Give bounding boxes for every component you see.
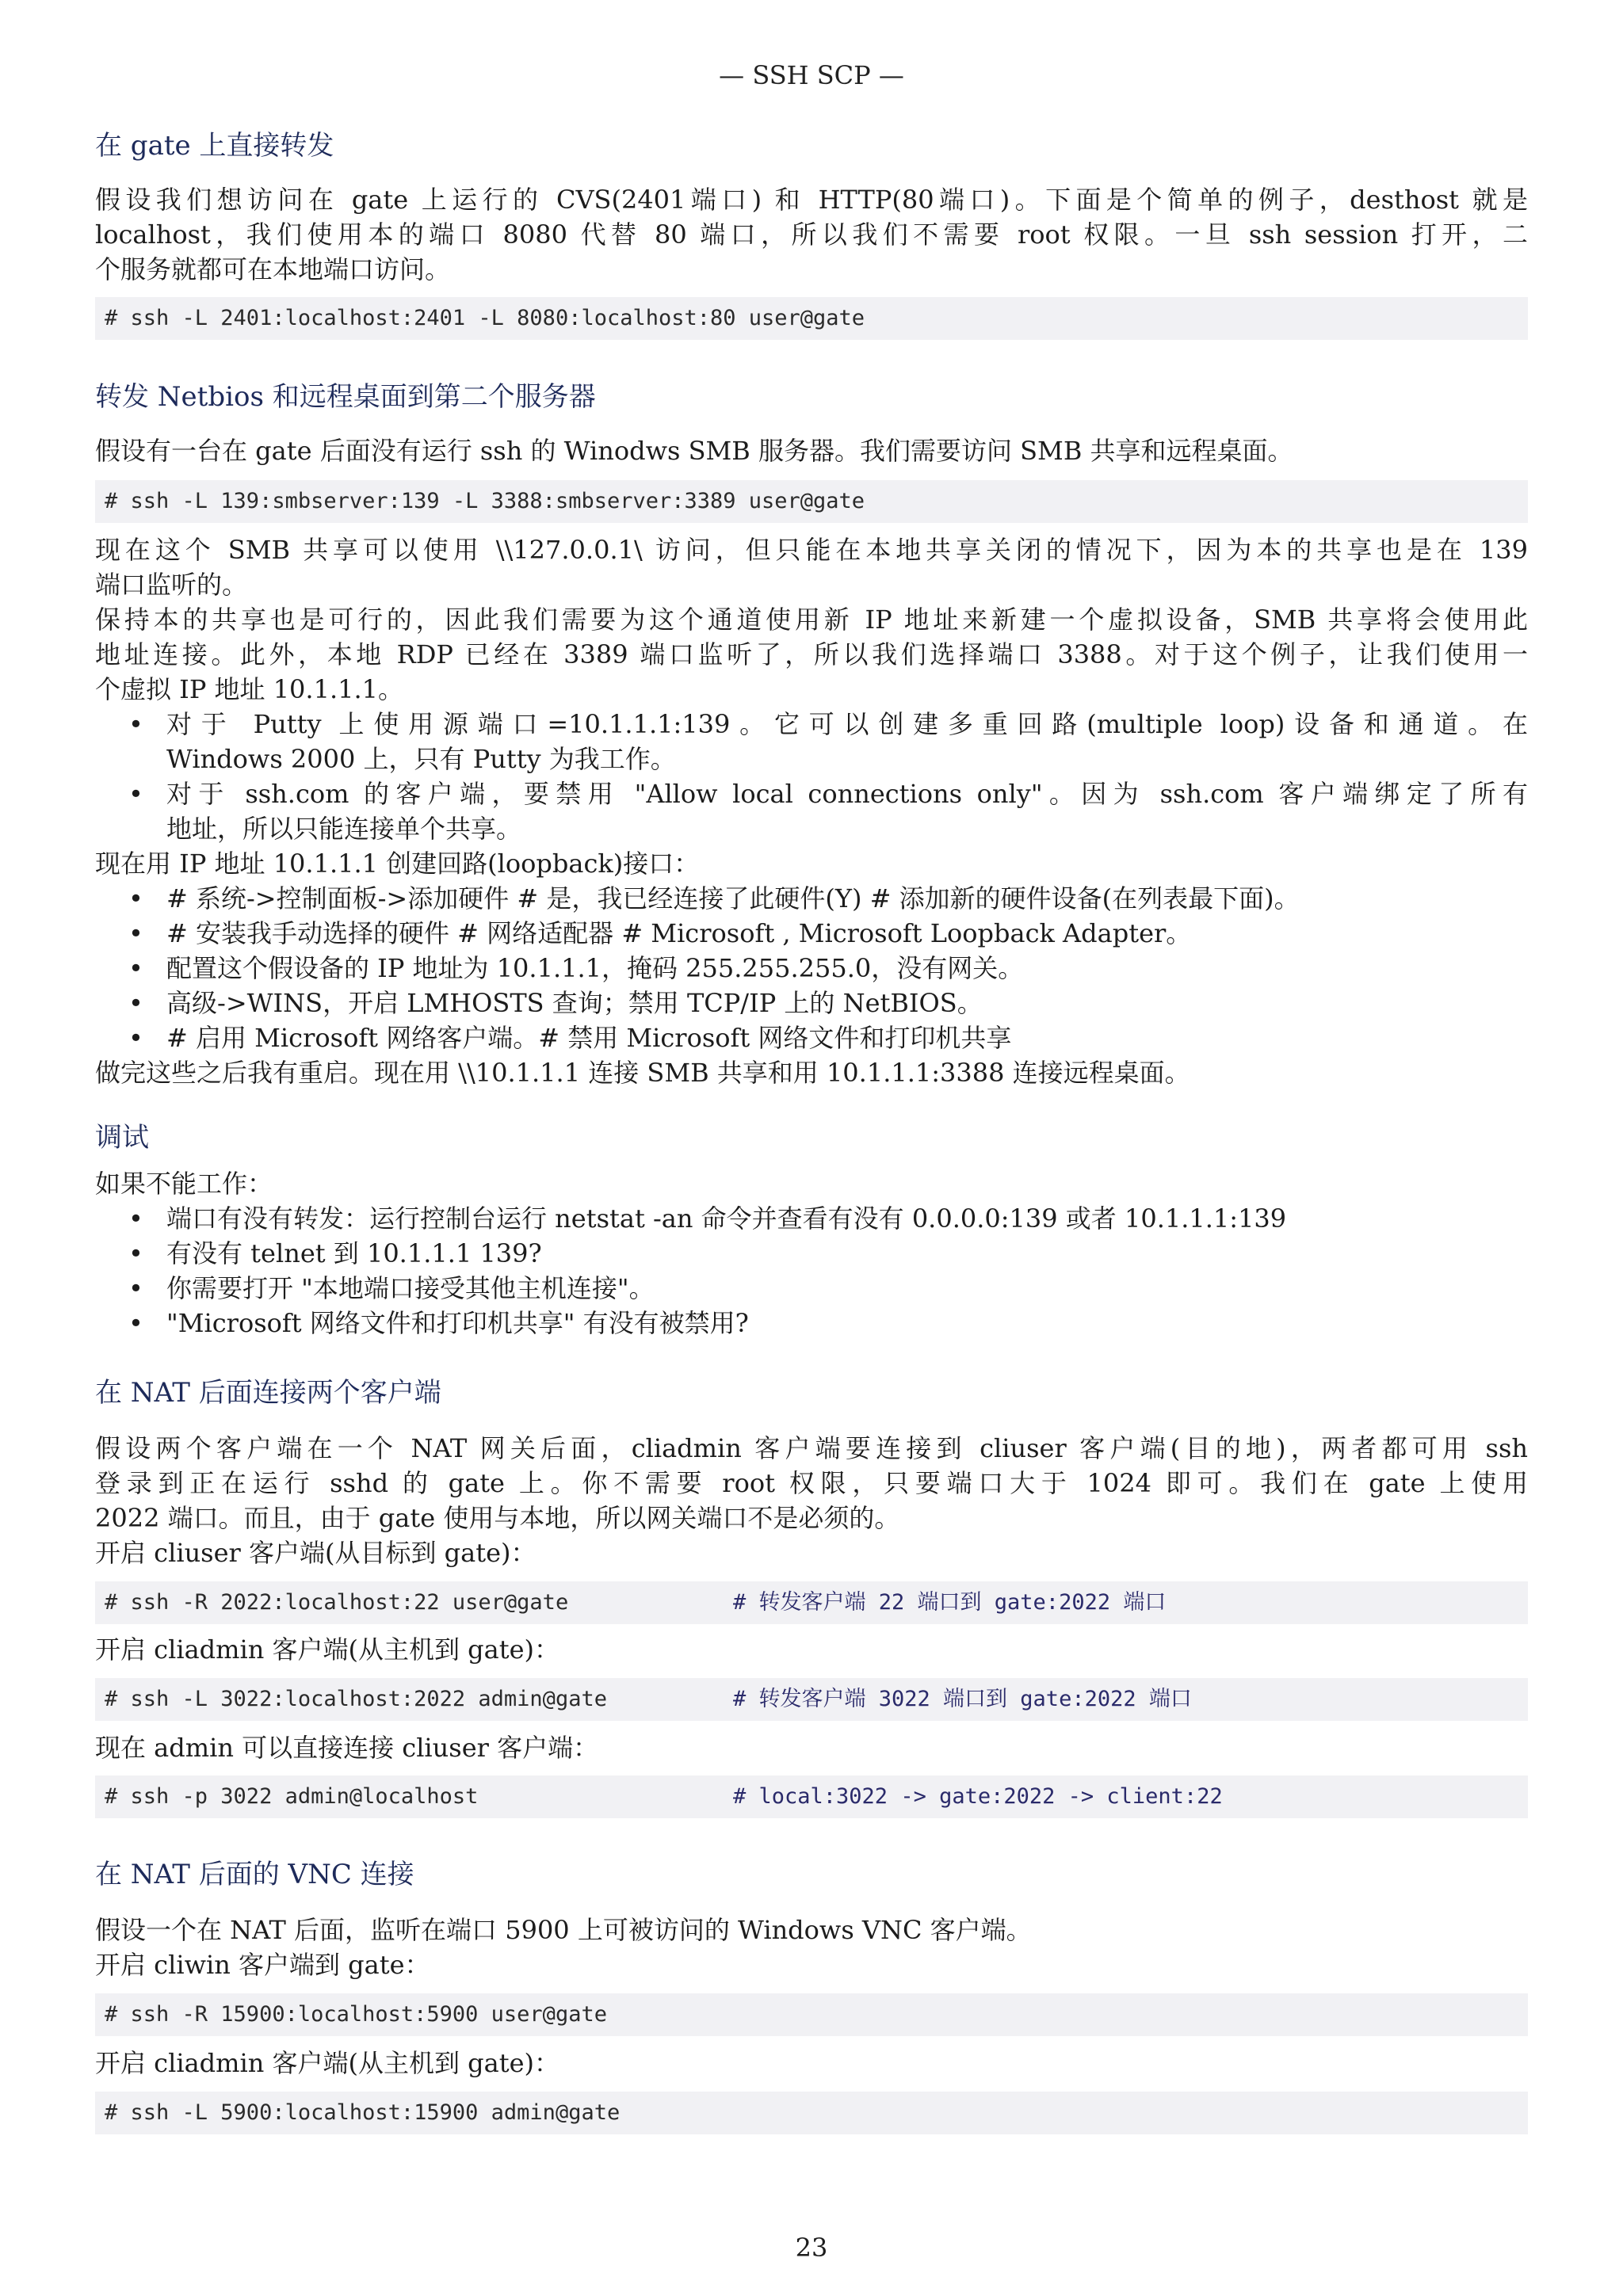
list-item: • 配置这个假设备的 IP 地址为 10.1.1.1，掩码 255.255.255.0，没有网关。 [128,953,1024,983]
paragraph-line: 登录到正在运行 sshd 的 gate 上。你不需要 root 权限，只要端口大于 1024 即可。我们在 gate 上使用 [95,1468,1528,1498]
code-block [95,1775,1528,1818]
paragraph-line: 保持本的共享也是可行的，因此我们需要为这个通道使用新 IP 地址来新建一个虚拟设备，SMB 共享将会使用此 [95,605,1528,635]
list-item: • 对于 ssh.com 的客户端，要禁用 "Allow local connections only"。因为 ssh.com 客户端绑定了所有 [128,779,1528,809]
code-comment: # 转发客户端 22 端口到 gate:2022 端口 [733,1590,1167,1615]
paragraph-line: 假设两个客户端在一个 NAT 网关后面，cliadmin 客户端要连接到 cliuser 客户端(目的地)，两者都可用 ssh [95,1433,1528,1463]
code-command: # ssh -L 2401:localhost:2401 -L 8080:localhost:80 user@gate [105,306,865,330]
paragraph-line: 端口监听的。 [95,570,248,600]
code-command: # ssh -R 2022:localhost:22 user@gate [105,1590,569,1615]
paragraph-line: 开启 cliadmin 客户端(从主机到 gate)： [95,2048,559,2078]
list-item-continuation: 地址，所以只能连接单个共享。 [166,814,522,844]
list-item: • 有没有 telnet 到 10.1.1.1 139? [128,1238,542,1268]
code-command: # ssh -R 15900:localhost:5900 user@gate [105,2002,607,2027]
list-item: • # 安装我手动选择的硬件 # 网络适配器 # Microsoft , Microsoft Loopback Adapter。 [128,918,1192,948]
code-command: # ssh -L 5900:localhost:15900 admin@gate [105,2100,621,2125]
list-item: • 高级->WINS，开启 LMHOSTS 查询；禁用 TCP/IP 上的 NetBIOS。 [128,988,983,1018]
paragraph-line: 个虚拟 IP 地址 10.1.1.1。 [95,674,404,704]
paragraph-line: 开启 cliadmin 客户端(从主机到 gate)： [95,1634,559,1665]
list-item: • # 启用 Microsoft 网络客户端。# 禁用 Microsoft 网络文件和打印机共享 [128,1023,1012,1053]
code-comment: # 转发客户端 3022 端口到 gate:2022 端口 [733,1687,1192,1711]
paragraph-line: 现在这个 SMB 共享可以使用 \\127.0.0.1\ 访问，但只能在本地共享关闭的情况下，因为本的共享也是在 139 [95,535,1528,565]
code-block [95,1993,1528,2036]
section-title-netbios: 转发 Netbios 和远程桌面到第二个服务器 [95,381,596,413]
list-item: • "Microsoft 网络文件和打印机共享" 有没有被禁用? [128,1308,749,1338]
page-number: 23 [795,2233,828,2263]
paragraph-line: 现在 admin 可以直接连接 cliuser 客户端： [95,1733,599,1763]
paragraph-line: 2022 端口。而且，由于 gate 使用与本地，所以网关端口不是必须的。 [95,1503,900,1533]
paragraph-line: 假设一个在 NAT 后面，监听在端口 5900 上可被访问的 Windows VNC 客户端。 [95,1915,1032,1945]
paragraph-line: 如果不能工作： [95,1169,273,1199]
section-title-gate-forward: 在 gate 上直接转发 [95,130,334,162]
list-item: • 端口有没有转发：运行控制台运行 netstat -an 命令并查看有没有 0.0.0.0:139 或者 10.1.1.1:139 [128,1203,1287,1234]
section-title-nat-vnc: 在 NAT 后面的 VNC 连接 [95,1859,414,1890]
code-comment: # local:3022 -> gate:2022 -> client:22 [733,1784,1223,1809]
paragraph-line: 假设我们想访问在 gate 上运行的 CVS(2401端口) 和 HTTP(80端口)。下面是个简单的例子，desthost 就是 [95,185,1528,215]
paragraph-line: localhost，我们使用本的端口 8080 代替 80 端口，所以我们不需要 root 权限。一旦 ssh session 打开，二 [95,219,1528,250]
code-block [95,1581,1528,1624]
section-title-debug: 调试 [95,1122,149,1154]
code-block [95,297,1528,340]
paragraph-line: 开启 cliuser 客户端(从目标到 gate)： [95,1538,537,1568]
list-item: • # 系统->控制面板->添加硬件 # 是，我已经连接了此硬件(Y) # 添加新的硬件设备(在列表最下面)。 [128,883,1300,913]
list-item-continuation: Windows 2000 上，只有 Putty 为我工作。 [166,744,676,774]
list-item: • 对于 Putty 上使用源端口=10.1.1.1:139。它可以创建多重回路(multiple loop)设备和通道。在 [128,709,1528,739]
code-command: # ssh -L 139:smbserver:139 -L 3388:smbserver:3389 user@gate [105,489,865,513]
section-title-nat-clients: 在 NAT 后面连接两个客户端 [95,1377,441,1409]
code-block [95,480,1528,523]
paragraph-line: 做完这些之后我有重启。现在用 \\10.1.1.1 连接 SMB 共享和用 10.1.1.1:3388 连接远程桌面。 [95,1058,1190,1088]
page-header: — SSH SCP — [719,60,904,90]
paragraph-line: 个服务就都可在本地端口访问。 [95,254,451,284]
paragraph-line: 现在用 IP 地址 10.1.1.1 创建回路(loopback)接口： [95,849,700,879]
list-item: • 你需要打开 "本地端口接受其他主机连接"。 [128,1273,655,1303]
paragraph-line: 假设有一台在 gate 后面没有运行 ssh 的 Winodws SMB 服务器。我们需要访问 SMB 共享和远程桌面。 [95,436,1293,466]
paragraph-line: 开启 cliwin 客户端到 gate： [95,1950,430,1980]
code-block [95,2092,1528,2134]
code-block [95,1678,1528,1721]
code-command: # ssh -p 3022 admin@localhost [105,1784,479,1809]
paragraph-line: 地址连接。此外，本地 RDP 已经在 3389 端口监听了，所以我们选择端口 3388。对于这个例子，让我们使用一 [95,639,1528,669]
code-command: # ssh -L 3022:localhost:2022 admin@gate [105,1687,607,1711]
